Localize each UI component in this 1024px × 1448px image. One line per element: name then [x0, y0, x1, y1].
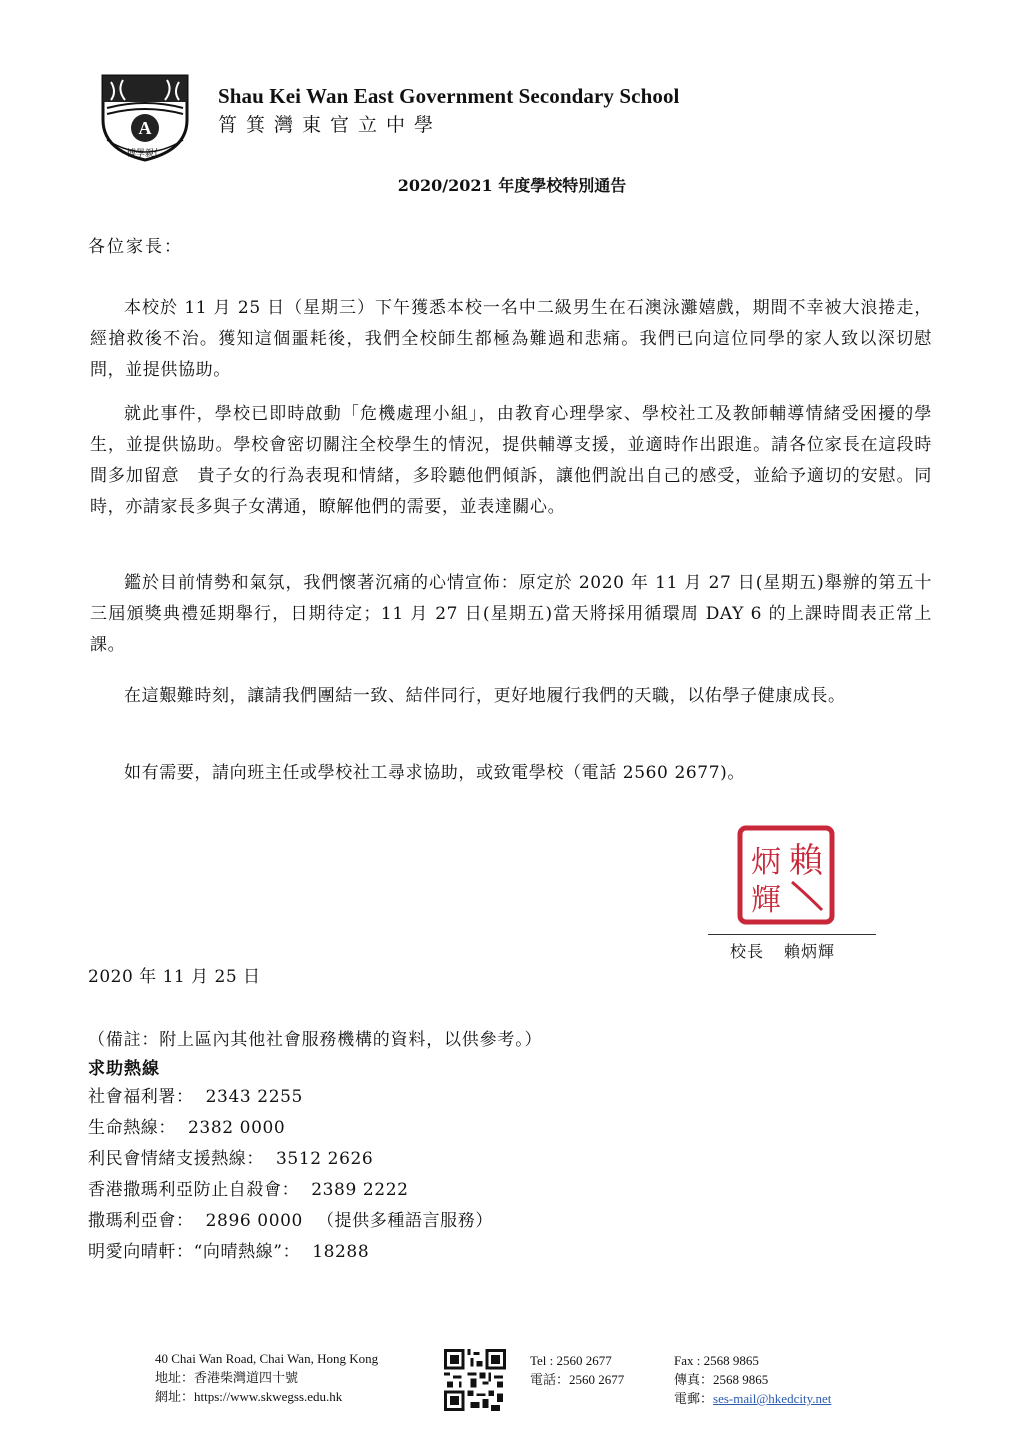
hotline-title: 求助熱線	[88, 1059, 160, 1079]
notice-date: 2020 年 11 月 25 日	[88, 967, 261, 987]
paragraph-5: 如有需要，請向班主任或學校社工尋求協助，或致電學校（電話 2560 2677)。	[124, 763, 745, 783]
paragraph-2: 就此事件，學校已即時啟動「危機處理小組」，由教育心理學家、學校社工及教師輔導情緒受困擾的學生，並提供協助。學校會密切關注全校學生的情況，提供輔導支援，並適時作出跟進。請各位家長在這段時間多加留意 貴子女的行為表現和情緒，多聆聽他們傾訴，讓他們說出自己的感受，並給予適切的安慰。同時，亦請家長多與子女溝通，瞭解他們的需要，並表達關心。	[90, 404, 932, 517]
school-name-en: Shau Kei Wan East Government Secondary School	[218, 84, 680, 108]
qr-code-icon	[444, 1349, 506, 1411]
email-link[interactable]: ses-mail@hkedcity.net	[713, 1391, 832, 1406]
notice-title: 2020/2021 年度學校特別通告	[397, 176, 627, 195]
signer	[730, 939, 835, 962]
svg-text:博學親仁: 博學親仁	[126, 149, 164, 159]
school-name-zh: 筲箕灣東官立中學	[218, 114, 443, 136]
paragraph-1: 本校於 11 月 25 日（星期三）下午獲悉本校一名中二級男生在石澳泳灘嬉戲，期間不幸被大浪捲走，經搶救後不治。獲知這個噩耗後，我們全校師生都極為難過和悲痛。我們已向這位同學的家人致以深切慰問，並提供協助。	[90, 298, 932, 380]
hotline-list	[88, 1082, 493, 1268]
paragraph-3: 鑑於目前情勢和氣氛，我們懷著沉痛的心情宣佈：原定於 2020 年 11 月 27 日(星期五)舉辦的第五十三屆頒獎典禮延期舉行，日期待定；11 月 27 日(星期五)當天將採用循環周 DAY 6 的上課時間表正常上課。	[90, 573, 932, 655]
signer-name: 賴炳輝	[784, 942, 836, 961]
hotline-item: 撒瑪利亞會： 2896 0000 （提供多種語言服務）	[88, 1211, 493, 1231]
hotline-item: 香港撒瑪利亞防止自殺會： 2389 2222	[88, 1180, 409, 1200]
footer-telephone: Tel : 2560 2677 電話：2560 2677	[530, 1353, 625, 1387]
svg-text:賴: 賴	[789, 841, 823, 881]
svg-text:輝: 輝	[751, 883, 781, 918]
paragraph-4: 在這艱難時刻，讓請我們團結一致、結伴同行，更好地履行我們的天職，以佑學子健康成長。	[124, 686, 846, 706]
hotline-item: 明愛向晴軒：“向晴熱線”： 18288	[88, 1242, 370, 1262]
signature-line	[708, 934, 876, 935]
principal-seal-icon	[734, 822, 838, 928]
hotline-item: 生命熱線： 2382 0000	[88, 1118, 286, 1138]
svg-text:A: A	[138, 118, 152, 138]
svg-text:炳: 炳	[751, 845, 781, 880]
footer-fax-email: Fax : 2568 9865 傳真：2568 9865 電郵：ses-mail@hkedcity.net	[674, 1353, 832, 1406]
school-crest-icon	[97, 72, 193, 162]
footer-address: 40 Chai Wan Road, Chai Wan, Hong Kong 地址：香港柴灣道四十號 網址：https://www.skwegss.edu.hk	[155, 1351, 379, 1404]
hotline-item: 社會福利署： 2343 2255	[88, 1087, 303, 1107]
remark: （備註：附上區內其他社會服務機構的資料，以供參考。）	[88, 1030, 543, 1050]
salutation: 各位家長：	[88, 237, 183, 257]
website-link[interactable]: 網址：https://www.skwegss.edu.hk	[155, 1389, 343, 1404]
signer-role: 校長	[730, 942, 765, 961]
hotline-item: 利民會情緒支援熱線： 3512 2626	[88, 1149, 374, 1169]
